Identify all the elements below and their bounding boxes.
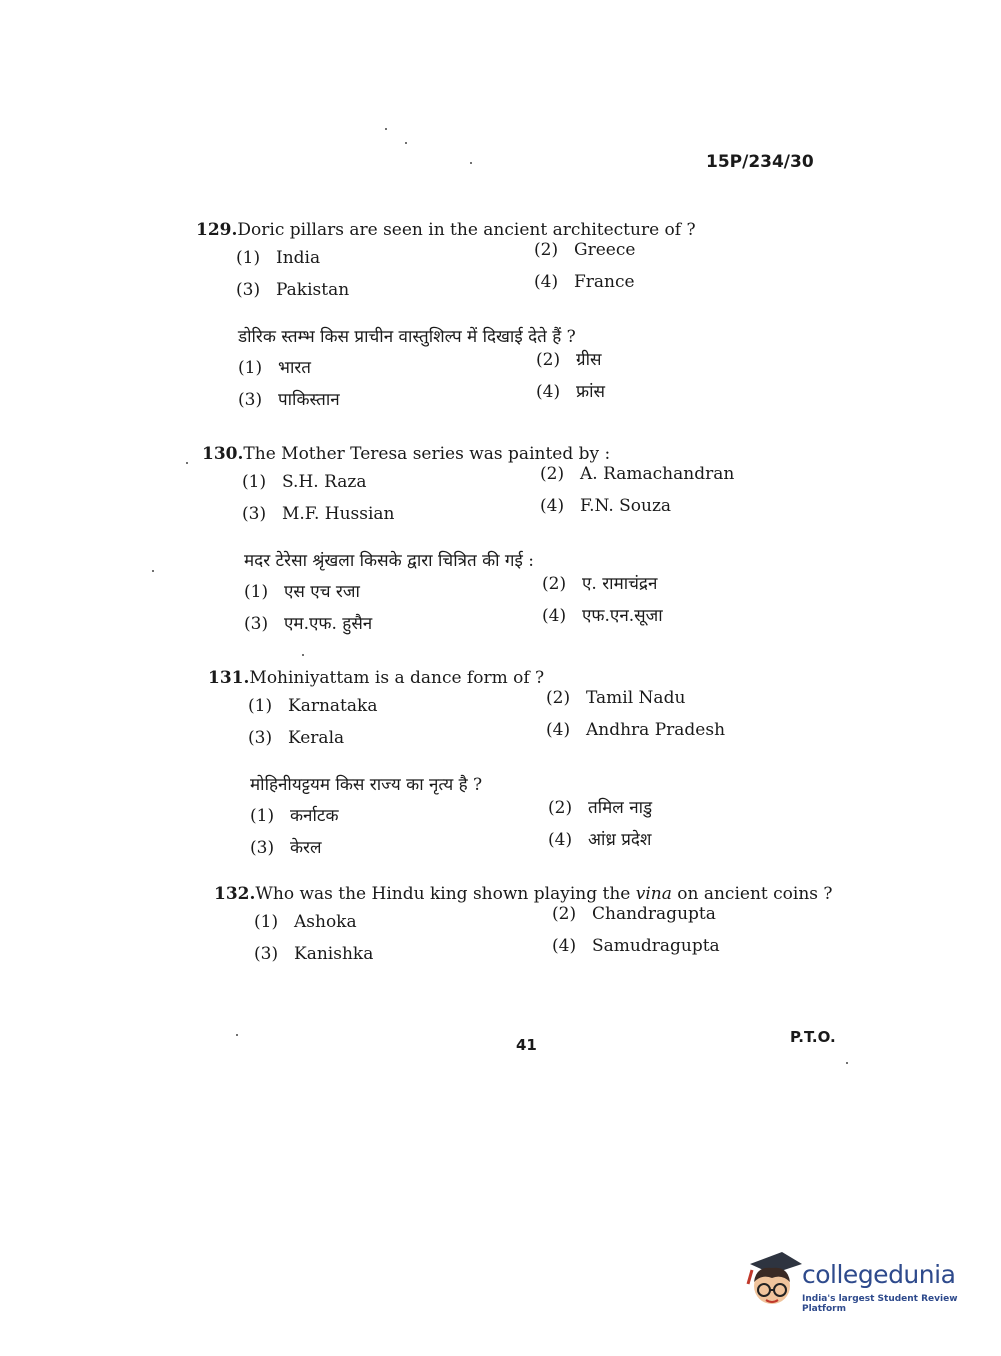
options-hi (250, 798, 768, 867)
option-1: (1) एस एच रजा (244, 582, 360, 602)
option-1: (1) Ashoka (254, 912, 357, 932)
scan-speck (236, 1034, 238, 1036)
question-number: 132. (214, 884, 256, 904)
option-4: (4) आंध्र प्रदेश (548, 830, 652, 850)
options-hi (238, 350, 756, 419)
option-3: (3) Kerala (248, 728, 345, 748)
option-4: (4) एफ.एन.सूजा (542, 606, 663, 626)
question-text-hi: मोहिनीयट्टयम किस राज्य का नृत्य है ? (250, 775, 483, 795)
option-2: (2) तमिल नाडु (548, 798, 653, 818)
question-text-en: Who was the Hindu king shown playing the (255, 884, 636, 904)
option-3: (3) Kanishka (254, 944, 374, 964)
watermark-tagline: India's largest Student Review Platform (802, 1294, 958, 1314)
option-2: (2) Tamil Nadu (546, 688, 686, 708)
option-2: (2) ग्रीस (536, 350, 602, 370)
pto-label: P.T.O. (790, 1028, 836, 1046)
question-text-en: The Mother Teresa series was painted by : (243, 444, 611, 464)
option-3: (3) पाकिस्तान (238, 390, 340, 410)
question-text (202, 444, 762, 464)
page-number: 41 (516, 1036, 537, 1054)
option-1: (1) Karnataka (248, 696, 378, 716)
scan-speck (385, 128, 387, 130)
options-en (242, 464, 762, 536)
option-1: (1) India (236, 248, 321, 268)
scan-speck (302, 654, 304, 656)
scan-speck (470, 162, 472, 164)
option-1: (1) कर्नाटक (250, 806, 339, 826)
question-132 (214, 884, 854, 976)
question-text (196, 220, 756, 240)
question-text (214, 884, 854, 904)
options-hi (244, 574, 762, 643)
question-130 (202, 444, 762, 643)
scan-speck (186, 462, 188, 464)
option-4: (4) फ्रांस (536, 382, 606, 402)
option-1: (1) भारत (238, 358, 311, 378)
option-3: (3) केरल (250, 838, 322, 858)
options-en (254, 904, 854, 976)
option-4: (4) F.N. Souza (540, 496, 672, 516)
option-4: (4) Andhra Pradesh (546, 720, 726, 740)
mascot-icon (742, 1250, 802, 1312)
option-4: (4) Samudragupta (552, 936, 720, 956)
paper-code: 15P/234/30 (706, 152, 814, 172)
scan-speck (405, 142, 407, 144)
option-3: (3) एम.एफ. हुसैन (244, 614, 373, 634)
option-3: (3) Pakistan (236, 280, 350, 300)
scan-speck (846, 1062, 848, 1064)
question-text-em: vina (635, 884, 672, 904)
watermark-logo (742, 1250, 972, 1312)
scan-speck (152, 570, 154, 572)
question-text (208, 668, 768, 688)
question-text-en-end: on ancient coins ? (671, 884, 833, 904)
question-text-en: Mohiniyattam is a dance form of ? (249, 668, 545, 688)
question-129 (196, 220, 756, 419)
option-1: (1) S.H. Raza (242, 472, 367, 492)
question-number: 129. (196, 220, 238, 240)
question-number: 131. (208, 668, 250, 688)
question-text-hi: डोरिक स्तम्भ किस प्राचीन वास्तुशिल्प में दिखाई देते हैं ? (238, 327, 576, 347)
option-4: (4) France (534, 272, 635, 292)
options-en (236, 240, 756, 312)
option-2: (2) A. Ramachandran (540, 464, 735, 484)
option-2: (2) Chandragupta (552, 904, 716, 924)
question-number: 130. (202, 444, 244, 464)
question-text-hi: मदर टेरेसा श्रृंखला किसके द्वारा चित्रित की गई : (244, 551, 534, 571)
question-131 (208, 668, 768, 867)
options-en (248, 688, 768, 760)
option-3: (3) M.F. Hussian (242, 504, 395, 524)
question-text-en: Doric pillars are seen in the ancient architecture of ? (237, 220, 696, 240)
watermark-brand: collegedunia (802, 1260, 956, 1289)
option-2: (2) ए. रामाचंद्रन (542, 574, 658, 594)
option-2: (2) Greece (534, 240, 636, 260)
